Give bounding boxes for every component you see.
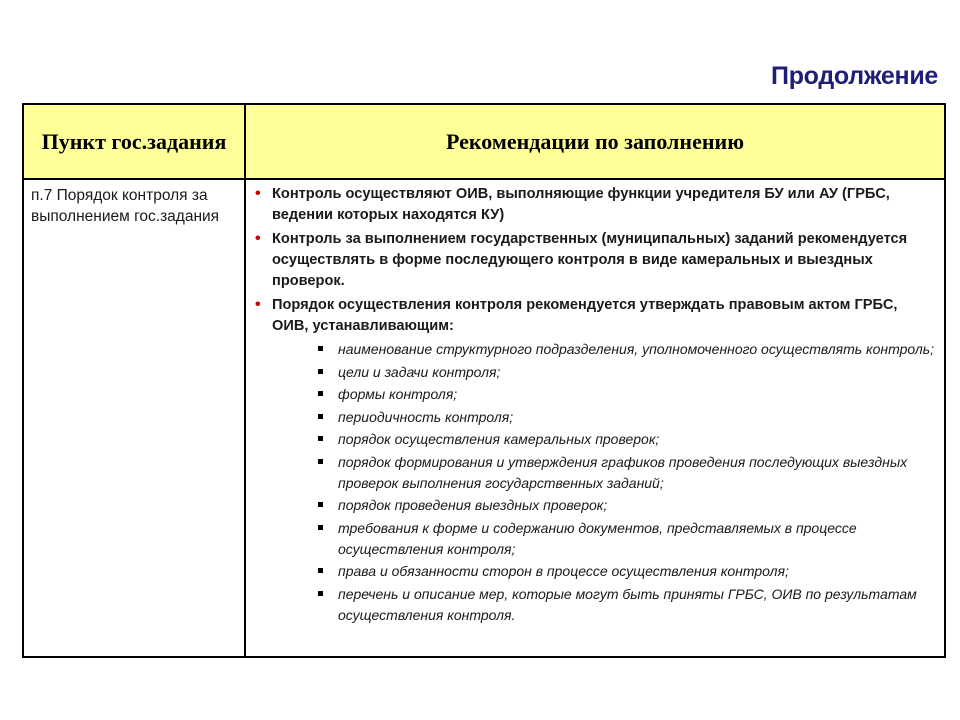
header-recommendations: Рекомендации по заполнению xyxy=(245,104,945,179)
bullet-icon: • xyxy=(255,185,261,202)
sublist-item xyxy=(318,429,936,450)
sublist-item xyxy=(318,384,936,405)
square-bullet-icon xyxy=(318,525,323,530)
row-point-cell: п.7 Порядок контроля за выполнением гос.задания xyxy=(23,179,245,657)
square-bullet-icon xyxy=(318,591,323,596)
recommendation-item xyxy=(254,184,936,226)
recommendation-item xyxy=(254,229,936,292)
sublist-item-text: права и обязанности сторон в процессе осуществления контроля; xyxy=(338,563,789,579)
square-bullet-icon xyxy=(318,346,323,351)
table-row xyxy=(23,179,945,657)
sublist-item-text: периодичность контроля; xyxy=(338,408,514,425)
sublist-item-text: порядок проведения выездных проверок; xyxy=(338,497,608,513)
header-point: Пункт гос.задания xyxy=(23,104,245,179)
sublist-item xyxy=(318,518,936,560)
row-recommendations-cell xyxy=(245,179,945,657)
recommendation-text: Порядок осуществления контроля рекомендуется утверждать правовым актом ГРБС, ОИВ, устанавливающим: xyxy=(272,297,898,334)
square-bullet-icon xyxy=(318,414,323,419)
sublist-item-text: наименование структурного подразделения, уполномоченного осуществлять контроль; xyxy=(338,341,935,357)
square-bullet-icon xyxy=(318,436,323,441)
sublist-item xyxy=(318,339,936,360)
sublist-item xyxy=(318,452,936,494)
sublist-item-text: перечень и описание мер, которые могут быть приняты ГРБС, ОИВ по результатам осуществления контроля. xyxy=(338,585,917,623)
sublist-item xyxy=(318,495,936,516)
sublist-item xyxy=(318,362,936,383)
sublist-item-text: порядок осуществления камеральных проверок; xyxy=(338,431,660,447)
bullet-icon: • xyxy=(255,230,261,247)
bullet-icon: • xyxy=(255,296,261,313)
slide-title: Продолжение xyxy=(771,62,938,90)
table-header-row xyxy=(23,104,945,179)
square-bullet-icon xyxy=(318,502,323,507)
square-bullet-icon xyxy=(318,459,323,464)
recommendation-text: Контроль за выполнением государственных (муниципальных) заданий рекомендуется осуществлять в форме последующего контроля в виде камеральных и выездных проверок. xyxy=(272,231,908,289)
square-bullet-icon xyxy=(318,568,323,573)
sublist-item-text: цели и задачи контроля; xyxy=(338,363,501,380)
sublist-item xyxy=(318,584,936,626)
square-bullet-icon xyxy=(318,391,323,396)
sublist-item-text: требования к форме и содержанию документов, представляемых в процессе осуществления контроля; xyxy=(338,519,857,557)
sublist-item xyxy=(318,407,936,428)
recommendation-item xyxy=(254,295,936,626)
sublist-item-text: формы контроля; xyxy=(338,386,458,402)
recommendations-list xyxy=(254,184,936,626)
recommendation-text: Контроль осуществляют ОИВ, выполняющие функции учредителя БУ или АУ (ГРБС, ведении которых находятся КУ) xyxy=(272,186,890,223)
recommendations-table xyxy=(22,103,946,658)
sublist-item xyxy=(318,561,936,582)
control-order-sublist xyxy=(272,339,936,626)
square-bullet-icon xyxy=(318,369,323,374)
sublist-item-text: порядок формирования и утверждения графиков проведения последующих выездных проверок выполнения государственных заданий; xyxy=(338,453,908,491)
